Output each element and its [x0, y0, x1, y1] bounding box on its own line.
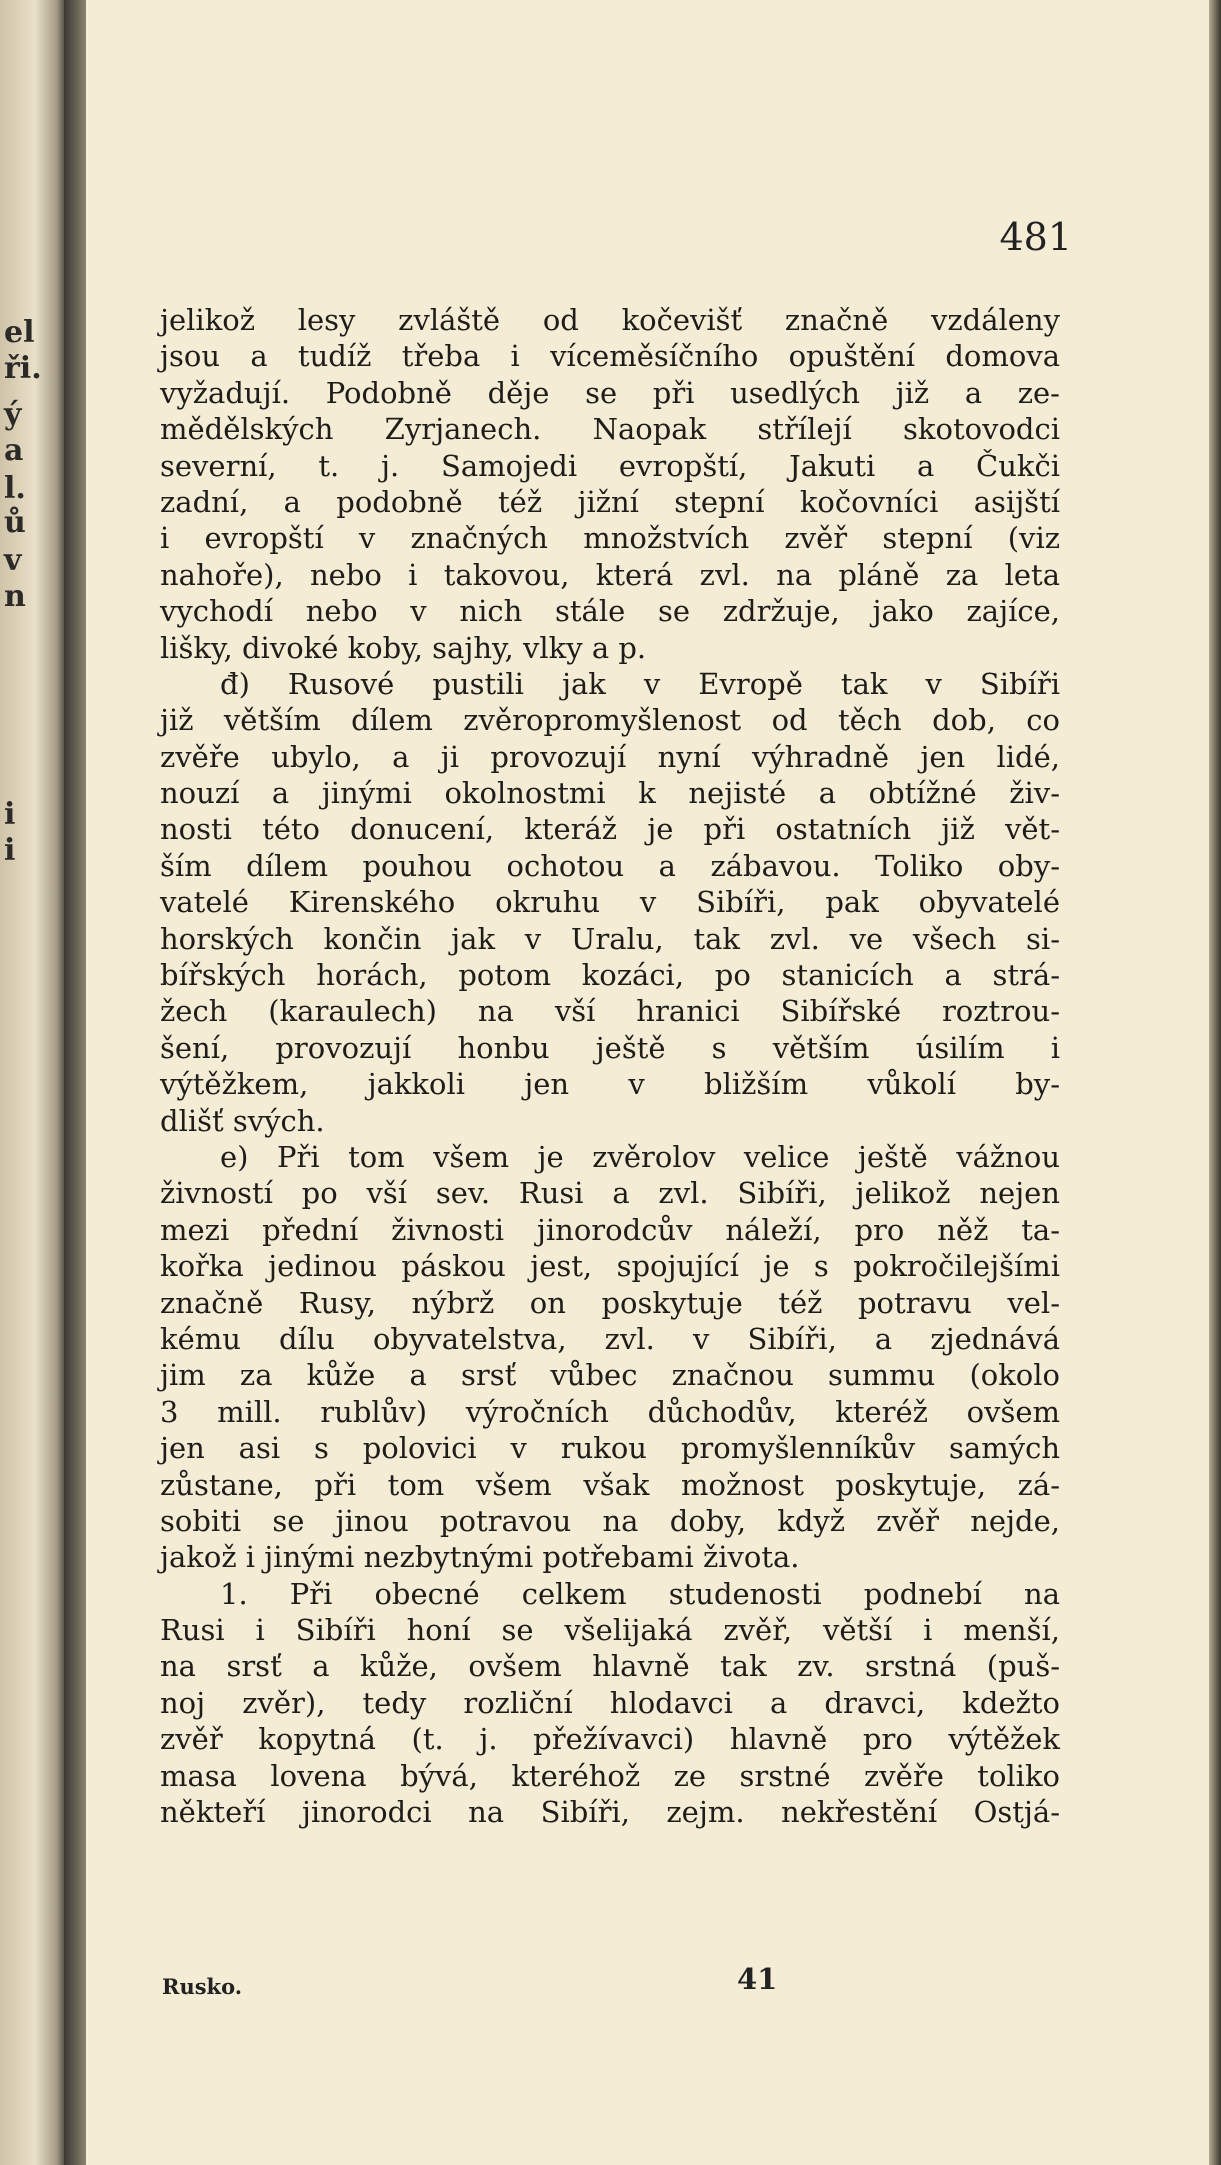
text-line: Rusi i Sibíři honí se všelijaká zvěř, větší i menší,: [160, 1613, 1060, 1648]
text-line: jakož i jinými nezbytnými potřebami života.: [160, 1540, 800, 1575]
spine-fragment: v: [4, 543, 22, 578]
page-footer: [162, 1962, 1022, 2002]
text-line: horských končin jak v Uralu, tak zvl. ve všech si-: [160, 921, 1060, 956]
text-line: noj zvěr), tedy rozliční hlodavci a dravci, kdežto: [160, 1685, 1060, 1720]
text-line: sobiti se jinou potravou na doby, když zvěř nejde,: [160, 1503, 1060, 1538]
text-line: severní, t. j. Samojedi evropští, Jakuti a Čukči: [160, 448, 1060, 483]
spine-fragment: l.: [4, 471, 26, 506]
book-page: [86, 0, 1209, 2165]
spine-fragment: a: [4, 433, 24, 468]
text-line: vatelé Kirenského okruhu v Sibíři, pak obyvatelé: [160, 885, 1060, 920]
spine-fragment: i: [4, 833, 16, 868]
text-line: vychodí nebo v nich stále se zdržuje, jako zajíce,: [160, 594, 1060, 629]
text-line: někteří jinorodci na Sibíři, zejm. nekřestění Ostjá-: [160, 1795, 1060, 1830]
text-line: kořka jedinou páskou jest, spojující je s pokročilejšími: [160, 1249, 1060, 1284]
page-number: 481: [999, 215, 1072, 259]
text-line: výtěžkem, jakkoli jen v bližším vůkolí by-: [160, 1067, 1060, 1102]
text-line: jim za kůže a srsť vůbec značnou summu (okolo: [160, 1358, 1060, 1393]
page-edge-shadow: [1209, 0, 1221, 2165]
spine-fragment: el: [4, 315, 35, 350]
text-line: zůstane, při tom všem však možnost poskytuje, zá-: [160, 1467, 1060, 1502]
spine-fragment: ři.: [4, 351, 42, 386]
text-line: dlišť svých.: [160, 1103, 325, 1138]
text-line: jelikož lesy zvláště od kočevišť značně vzdáleny: [160, 303, 1060, 337]
text-line: jen asi s polovici v rukou promyšlenníkův samých: [160, 1431, 1060, 1466]
text-line: masa lovena bývá, kteréhož ze srstné zvěře toliko: [160, 1758, 1060, 1793]
text-line: již větším dílem zvěropromyšlenost od těch dob, co: [160, 703, 1060, 738]
text-line: nahoře), nebo i takovou, která zvl. na pláně za leta: [160, 557, 1060, 592]
text-line: nouzí a jinými okolnostmi k nejisté a obtížné živ-: [160, 776, 1060, 811]
text-line: lišky, divoké koby, sajhy, vlky a p.: [160, 630, 647, 665]
text-line: nosti této donucení, kteráž je při ostatních již vět-: [160, 812, 1060, 847]
text-line: žech (karaulech) na vší hranici Sibířské roztrou-: [160, 994, 1060, 1029]
text-line: zvěř kopytná (t. j. přežívavci) hlavně pro výtěžek: [160, 1722, 1060, 1757]
text-line: mezi přední živnosti jinorodcův náleží, pro něž ta-: [160, 1212, 1060, 1247]
text-line: 3 mill. rublův) výročních důchodův, kteréž ovšem: [160, 1394, 1060, 1429]
text-line: jsou a tudíž třeba i víceměsíčního opuštění domova: [160, 339, 1060, 374]
text-line: živností po vší sev. Rusi a zvl. Sibíři, jelikož nejen: [160, 1176, 1060, 1211]
text-line: bířských horách, potom kozáci, po stanicích a strá-: [160, 958, 1060, 993]
text-line: vyžadují. Podobně děje se při usedlých již a ze-: [160, 375, 1060, 410]
footer-signature: Rusko.: [162, 1974, 243, 1999]
spine-fragment: i: [4, 797, 16, 832]
text-line: na srsť a kůže, ovšem hlavně tak zv. srstná (puš-: [160, 1649, 1060, 1684]
spine-fragment: ý: [4, 397, 22, 432]
text-line: zadní, a podobně též jižní stepní kočovníci asijští: [160, 484, 1060, 519]
text-line: kému dílu obyvatelstva, zvl. v Sibíři, a zjednává: [160, 1321, 1060, 1356]
text-line: mědělských Zyrjanech. Naopak střílejí skotovodci: [160, 412, 1060, 447]
paragraph-start-line: 1. Při obecné celkem studenosti podnebí na: [220, 1576, 1060, 1611]
text-line: značně Rusy, nýbrž on poskytuje též potravu vel-: [160, 1285, 1060, 1320]
previous-page-edge: [0, 0, 64, 2165]
book-gutter: [64, 0, 86, 2165]
text-line: i evropští v značných množstvích zvěř stepní (viz: [160, 521, 1060, 556]
paragraph-start-line: e) Při tom všem je zvěrolov velice ještě vážnou: [220, 1139, 1060, 1174]
spine-fragment: n: [4, 579, 26, 614]
text-line: ším dílem pouhou ochotou a zábavou. Toliko oby-: [160, 848, 1060, 883]
spine-fragment: ů: [4, 505, 26, 540]
text-line: šení, provozují honbu ještě s větším úsilím i: [160, 1030, 1060, 1065]
text-line: zvěře ubylo, a ji provozují nyní výhradně jen lidé,: [160, 739, 1060, 774]
signature-number: 41: [737, 1962, 778, 1996]
body-text: [160, 302, 1060, 1830]
paragraph-start-line: đ) Rusové pustili jak v Evropě tak v Sibíři: [220, 666, 1060, 701]
